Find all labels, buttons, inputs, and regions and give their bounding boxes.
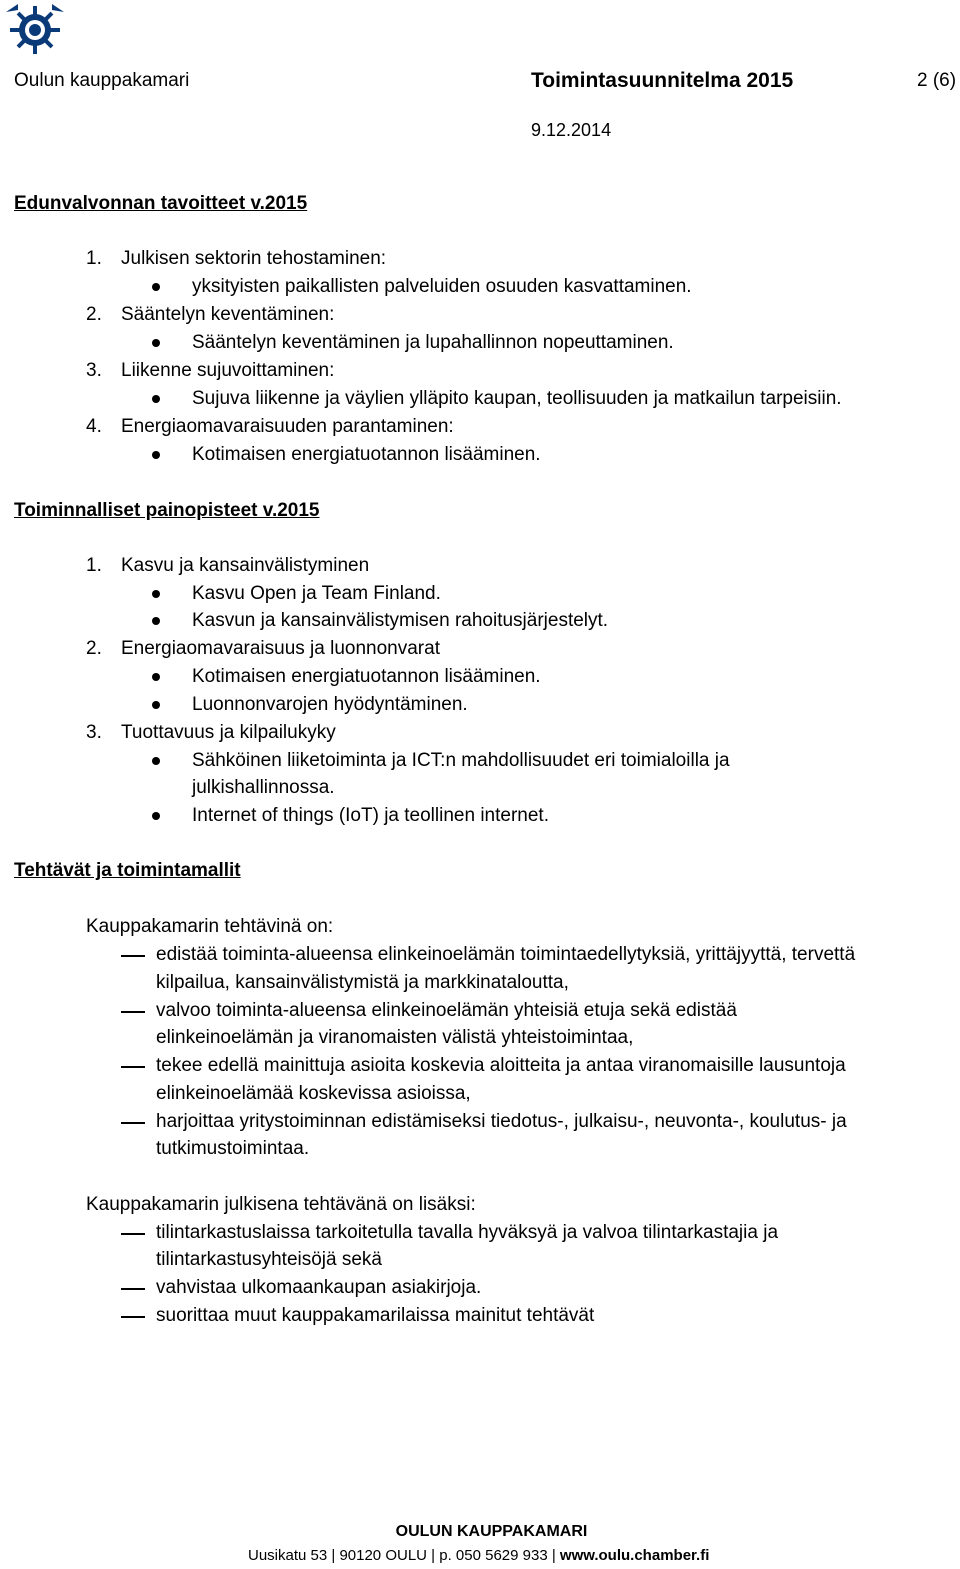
list-number: 4. [86, 416, 102, 437]
list-number: 1. [86, 555, 102, 576]
public-tasks-intro: Kauppakamarin julkisena tehtävänä on lisäksi: [86, 1194, 476, 1215]
dash-icon [121, 1288, 145, 1290]
list-item-bullet: Sujuva liikenne ja väylien ylläpito kaupan, teollisuuden ja matkailun tarpeisiin. [192, 388, 842, 409]
header-organization: Oulun kauppakamari [14, 70, 190, 91]
footer-organization: OULUN KAUPPAKAMARI [395, 1523, 588, 1540]
bullet-icon [152, 673, 160, 681]
list-item-title: Julkisen sektorin tehostaminen: [121, 248, 387, 269]
public-task-line-continued: tilintarkastusyhteisöjä sekä [156, 1249, 382, 1270]
document-title: Toimintasuunnitelma 2015 [531, 69, 794, 92]
footer-website-link[interactable]: www.oulu.chamber.fi [559, 1547, 710, 1564]
heading-tasks-models: Tehtävät ja toimintamallit [14, 860, 241, 881]
task-line-continued: elinkeinoelämää koskevissa asioissa, [156, 1083, 471, 1104]
dash-icon [121, 1122, 145, 1124]
list-number: 2. [86, 304, 102, 325]
task-line-continued: elinkeinoelämän ja viranomaisten välistä yhteistoimintaa, [156, 1027, 634, 1048]
bullet-icon [152, 451, 160, 459]
list-item-bullet: Sääntelyn keventäminen ja lupahallinnon nopeuttaminen. [192, 332, 674, 353]
bullet-icon [152, 812, 160, 820]
task-line: harjoittaa yritystoiminnan edistämiseksi tiedotus-, julkaisu-, neuvonta-, koulutus- ja [156, 1111, 847, 1132]
list-number: 3. [86, 360, 102, 381]
list-item-bullet: Kasvu Open ja Team Finland. [192, 583, 441, 604]
task-line: tekee edellä mainittuja asioita koskevia aloitteita ja antaa viranomaisille lausuntoja [156, 1055, 846, 1076]
task-line-continued: tutkimustoimintaa. [156, 1138, 310, 1159]
list-number: 3. [86, 722, 102, 743]
list-number: 1. [86, 248, 102, 269]
public-task-line: vahvistaa ulkomaankaupan asiakirjoja. [156, 1277, 482, 1298]
bullet-icon [152, 395, 160, 403]
dash-icon [121, 955, 145, 957]
footer-address: Uusikatu 53 | 90120 OULU | p. 050 5629 933 | [248, 1547, 560, 1564]
list-item-bullet: Sähköinen liiketoiminta ja ICT:n mahdollisuudet eri toimialoilla ja [192, 750, 730, 771]
task-line-continued: kilpailua, kansainvälistymistä ja markkinataloutta, [156, 972, 569, 993]
document-date: 9.12.2014 [531, 120, 612, 140]
public-task-line: tilintarkastuslaissa tarkoitetulla tavalla hyväksyä ja valvoa tilintarkastajia ja [156, 1222, 779, 1243]
dash-icon [121, 1316, 145, 1318]
list-item-title: Liikenne sujuvoittaminen: [121, 360, 335, 381]
list-item-bullet: yksityisten paikallisten palveluiden osuuden kasvattaminen. [192, 276, 692, 297]
bullet-icon [152, 701, 160, 709]
bullet-icon [152, 283, 160, 291]
chamber-logo-icon [4, 2, 66, 56]
list-item-title: Energiaomavaraisuuden parantaminen: [121, 416, 454, 437]
list-item-title: Kasvu ja kansainvälistyminen [121, 555, 370, 576]
public-task-line: suorittaa muut kauppakamarilaissa mainitut tehtävät [156, 1305, 595, 1326]
list-item-bullet: Luonnonvarojen hyödyntäminen. [192, 694, 468, 715]
bullet-icon [152, 339, 160, 347]
bullet-icon [152, 617, 160, 625]
dash-icon [121, 1066, 145, 1068]
list-item-bullet-continued: julkishallinnossa. [192, 777, 335, 798]
task-line: valvoo toiminta-alueensa elinkeinoelämän yhteisiä etuja sekä edistää [156, 1000, 737, 1021]
list-item-bullet: Kasvun ja kansainvälistymisen rahoitusjärjestelyt. [192, 610, 609, 631]
list-item-bullet: Kotimaisen energiatuotannon lisääminen. [192, 666, 541, 687]
footer-address-line [248, 1545, 709, 1567]
dash-icon [121, 1011, 145, 1013]
heading-operational-focus: Toiminnalliset painopisteet v.2015 [14, 500, 320, 521]
tasks-intro: Kauppakamarin tehtävinä on: [86, 916, 334, 937]
list-number: 2. [86, 638, 102, 659]
bullet-icon [152, 757, 160, 765]
bullet-icon [152, 590, 160, 598]
list-item-title: Sääntelyn keventäminen: [121, 304, 335, 325]
task-line: edistää toiminta-alueensa elinkeinoelämän toimintaedellytyksiä, yrittäjyyttä, tervettä [156, 944, 856, 965]
list-item-title: Energiaomavaraisuus ja luonnonvarat [121, 638, 440, 659]
list-item-bullet: Kotimaisen energiatuotannon lisääminen. [192, 444, 541, 465]
list-item-title: Tuottavuus ja kilpailukyky [121, 722, 336, 743]
dash-icon [121, 1233, 145, 1235]
heading-advocacy-goals: Edunvalvonnan tavoitteet v.2015 [14, 193, 308, 214]
list-item-bullet: Internet of things (IoT) ja teollinen internet. [192, 805, 549, 826]
page-number: 2 (6) [917, 70, 957, 91]
